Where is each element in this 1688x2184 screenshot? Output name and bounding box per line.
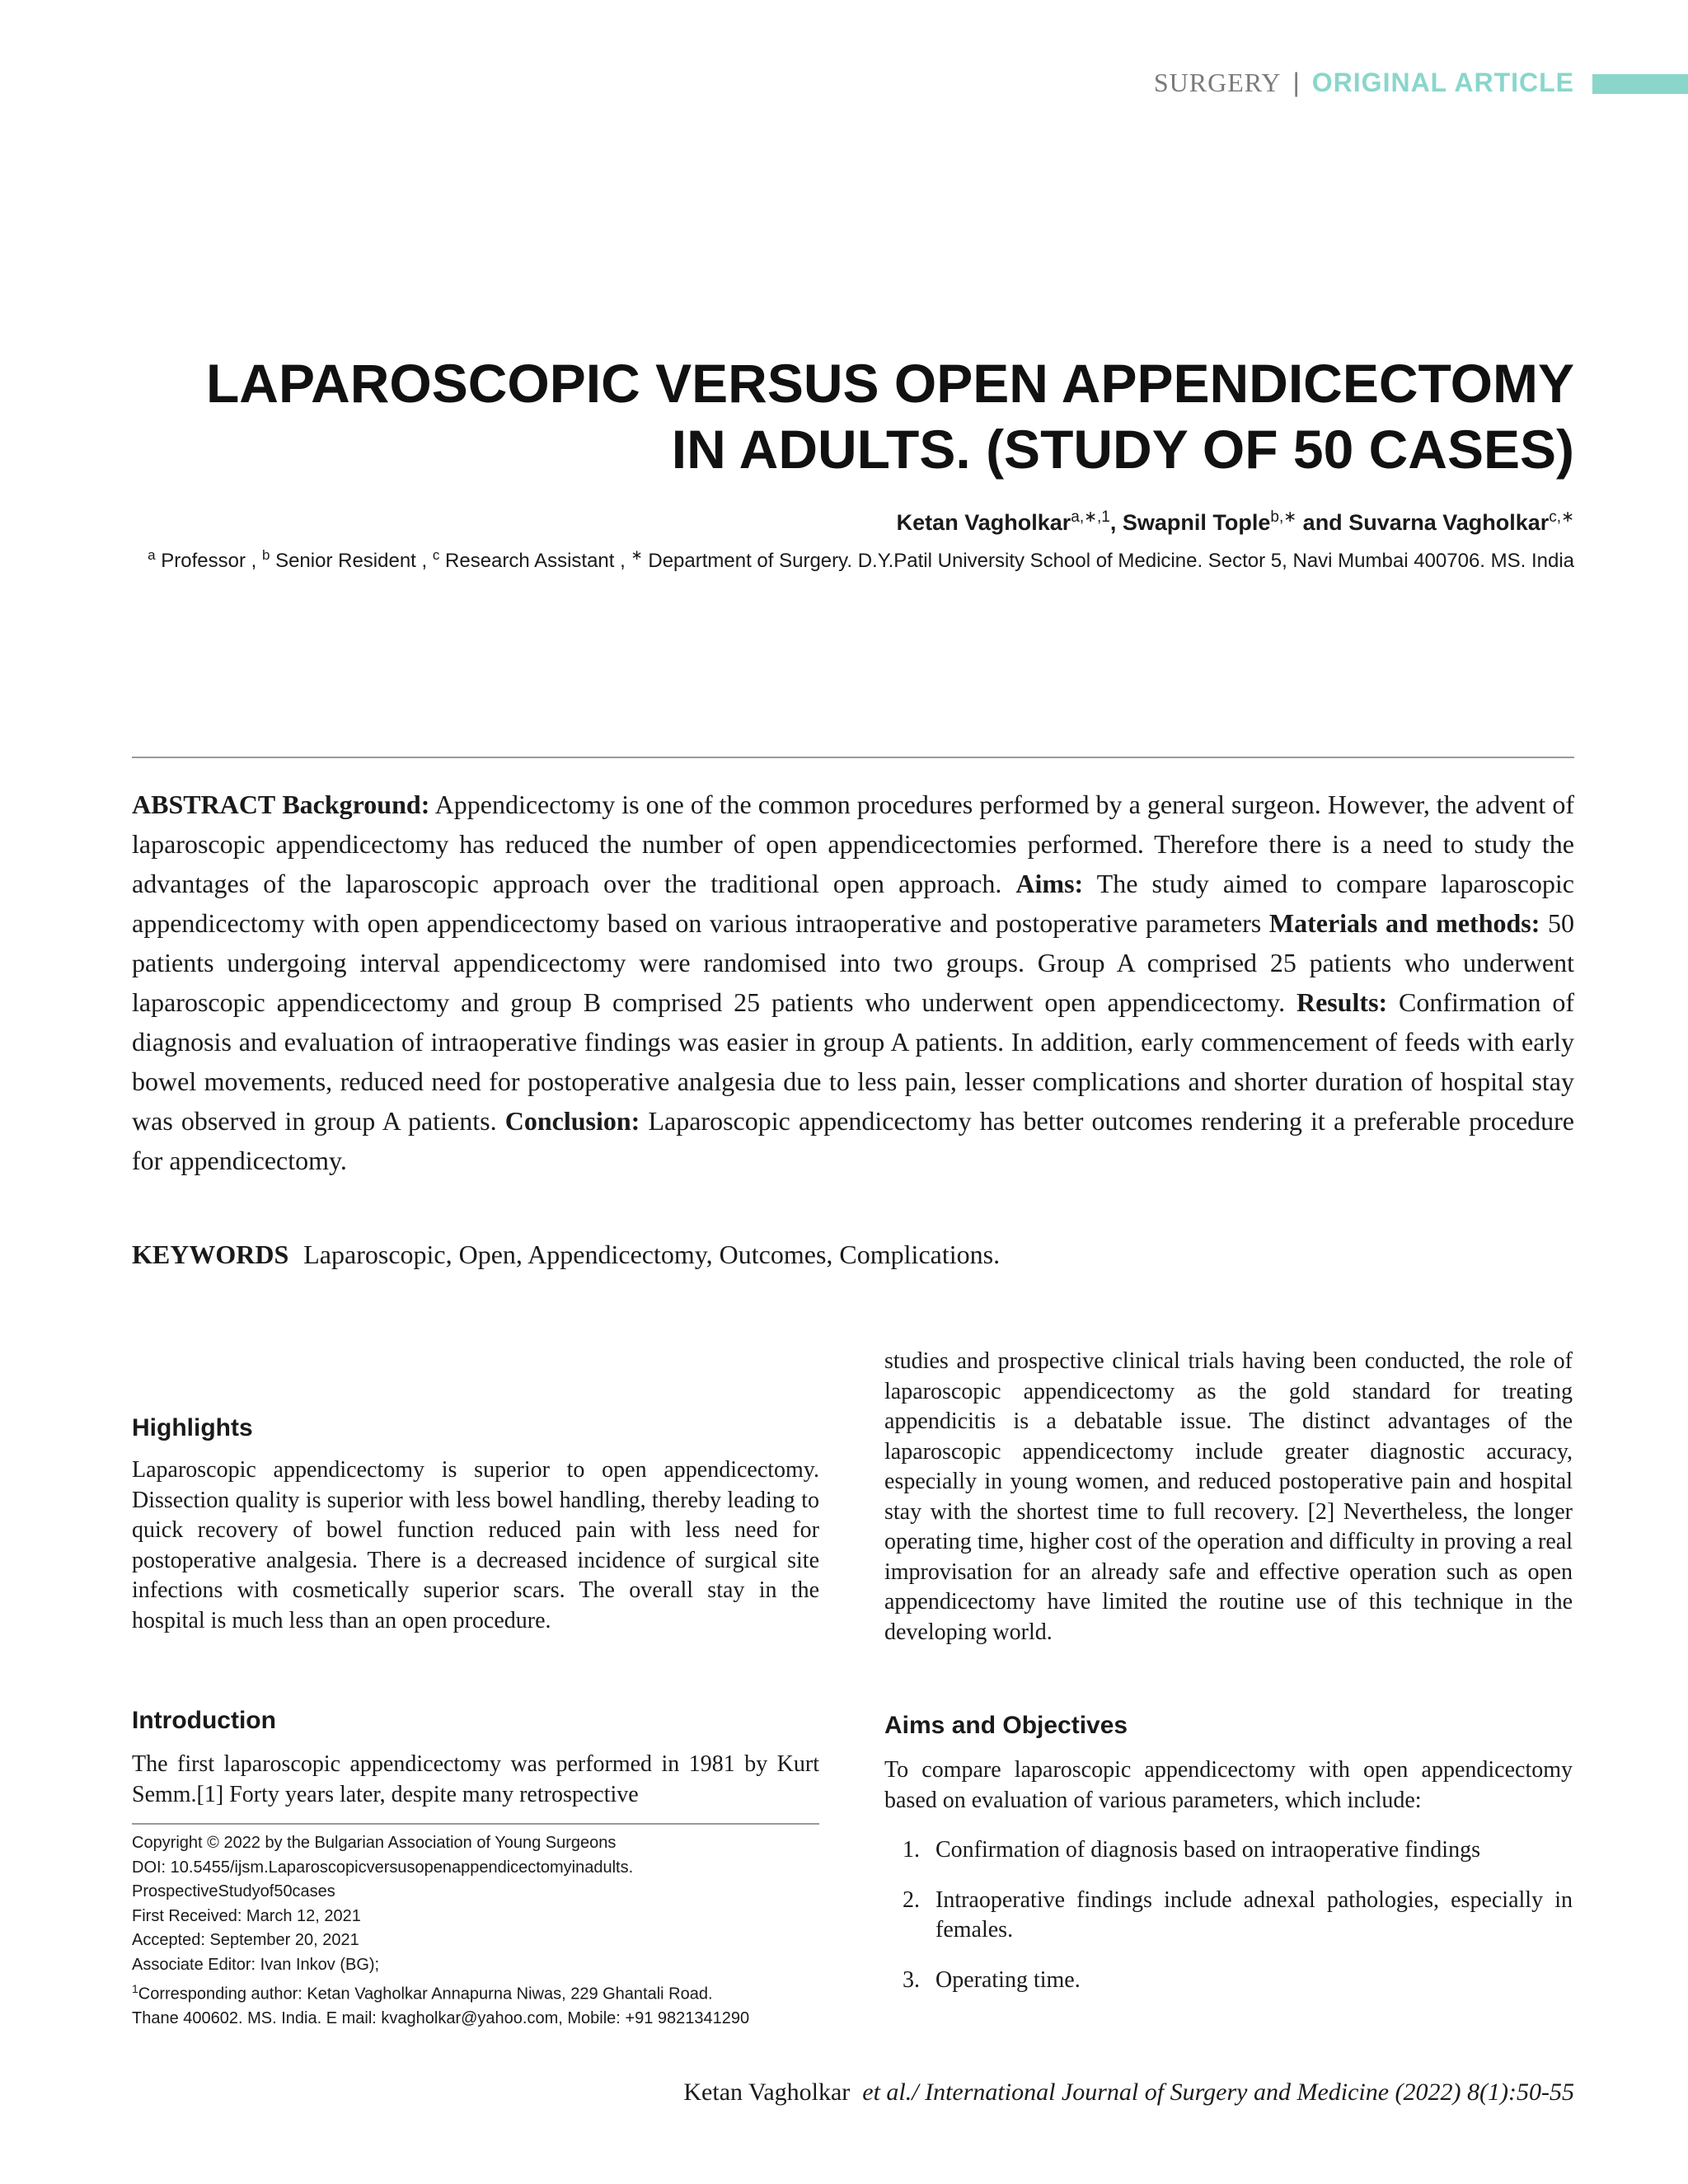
introduction-body-left	[132, 1750, 819, 1810]
footnote-divider	[132, 1823, 819, 1825]
doi-line-cont: ProspectiveStudyof50cases	[132, 1882, 335, 1900]
author-sep: ,	[1109, 510, 1123, 535]
corr-mark: 1	[132, 1982, 138, 1995]
abstract-divider	[132, 757, 1574, 758]
introduction-body-right	[884, 1347, 1573, 1647]
corr-line: Corresponding author: Ketan Vagholkar Annapurna Niwas, 229 Ghantali Road.	[138, 1985, 713, 2004]
doi-line: DOI: 10.5455/ijsm.Laparoscopicversusopenappendicectomyinadults.	[132, 1858, 634, 1877]
aims-body	[884, 1755, 1573, 2015]
affil-text: Research Assistant ,	[439, 550, 631, 572]
abstract-methods: 50 patients undergoing interval appendicectomy were randomised into two groups. Group A comprised 25 patients who underwent laparoscopic appendicectomy and group B comprised 25 patients who underwent open appendicectomy.	[132, 908, 1575, 1017]
list-number: 2.	[903, 1886, 920, 1913]
abstract	[132, 785, 1574, 1180]
affiliations	[132, 541, 1574, 575]
author-name: Swapnil Tople	[1122, 510, 1271, 535]
section-label: SURGERY	[1153, 68, 1282, 97]
keywords-label: KEYWORDS	[132, 1240, 289, 1269]
list-number: 1.	[903, 1837, 920, 1863]
author-sup: c,∗	[1549, 509, 1574, 526]
highlights-text: Laparoscopic appendicectomy is superior to open appendicectomy. Dissection quality is superior with less bowel handling, thereby leading to quick recovery of bowel function reduced pain with less need for postoperative analgesia. There is a decreased incidence of surgical site infections with cosmetically superior scars. The overall stay in the hospital is much less than an open procedure.	[132, 1457, 819, 1633]
objectives-list	[884, 1835, 1573, 1995]
abstract-aims: The study aimed to compare laparoscopic appendicectomy with open appendicectomy based on various intraoperative and postoperative parameters	[132, 869, 1575, 938]
list-text: Intraoperative findings include adnexal pathologies, especially in females.	[935, 1886, 1573, 1943]
affil-text: Professor ,	[155, 550, 262, 572]
keywords-text: Laparoscopic, Open, Appendicectomy, Outcomes, Complications.	[303, 1240, 1001, 1269]
abstract-background-label: Background:	[282, 790, 430, 819]
list-item	[884, 1966, 1573, 1996]
associate-editor: Associate Editor: Ivan Inkov (BG);	[132, 1955, 380, 1974]
accepted-date: Accepted: September 20, 2021	[132, 1931, 359, 1949]
introduction-text-right: studies and prospective clinical trials having been conducted, the role of laparoscopic appendicectomy as the gold standard for treating appendicitis is a debatable issue. The distinct advantages of the laparoscopic appendicectomy include greater diagnostic accuracy, especially in young women, and reduced postoperative pain and hospital stay with the shortest time to full recovery. [2] Nevertheless, the longer operating time, higher cost of the operation and difficulty in proving a real improvisation for an already safe and effective operation such as open appendicectomy have limited the routine use of this technique in the developing world.	[884, 1348, 1573, 1645]
running-header	[1154, 68, 1574, 98]
introduction-text-left: The first laparoscopic appendicectomy was performed in 1981 by Kurt Semm.[1] Forty years later, despite many retrospective	[132, 1751, 819, 1807]
list-item	[884, 1886, 1573, 1946]
affil-mark: c	[432, 547, 440, 563]
abstract-results: Confirmation of diagnosis and evaluation of intraoperative findings was easier in group A patients. In addition, early commencement of feeds with early bowel movements, reduced need for postoperative analgesia due to less pain, lesser complications and shorter duration of hospital stay was observed in group A patients.	[132, 987, 1575, 1136]
author-name: Ketan Vagholkar	[896, 510, 1071, 535]
author-sup: b,∗	[1270, 509, 1297, 526]
highlights-heading: Highlights	[132, 1414, 253, 1441]
corresponding-author	[132, 1977, 819, 2007]
footnotes	[132, 1831, 819, 2032]
highlights-body	[132, 1455, 819, 1636]
copyright-line: Copyright © 2022 by the Bulgarian Association of Young Surgeons	[132, 1834, 617, 1852]
abstract-methods-label: Materials and methods:	[1268, 908, 1540, 938]
abstract-aims-label: Aims:	[1015, 869, 1084, 898]
title-line-2: IN ADULTS. (STUDY OF 50 CASES)	[671, 419, 1574, 480]
article-title	[132, 350, 1574, 482]
abstract-conclusion-label: Conclusion:	[504, 1106, 640, 1136]
aims-intro: To compare laparoscopic appendicectomy with open appendicectomy based on evaluation of various parameters, which include:	[884, 1757, 1573, 1813]
received-date: First Received: March 12, 2021	[132, 1906, 361, 1925]
article-type-label: ORIGINAL ARTICLE	[1311, 68, 1574, 97]
author-name: Suvarna Vagholkar	[1348, 510, 1550, 535]
author-list	[897, 508, 1574, 536]
abstract-results-label: Results:	[1296, 987, 1388, 1017]
author-sup: a,∗,1	[1071, 509, 1110, 526]
footer-author: Ketan Vagholkar	[683, 2079, 851, 2106]
header-separator: |	[1292, 68, 1301, 97]
list-number: 3.	[903, 1966, 920, 1993]
author-sep: and	[1296, 510, 1349, 535]
introduction-heading: Introduction	[132, 1707, 276, 1734]
list-item	[884, 1835, 1573, 1866]
list-text: Operating time.	[935, 1966, 1081, 1993]
affil-text: Senior Resident ,	[270, 550, 433, 572]
list-text: Confirmation of diagnosis based on intraoperative findings	[935, 1837, 1480, 1863]
corr-line-cont: Thane 400602. MS. India. E mail: kvagholkar@yahoo.com, Mobile: +91 9821341290	[132, 2009, 750, 2028]
header-accent-bar	[1592, 74, 1688, 94]
aims-heading: Aims and Objectives	[884, 1712, 1128, 1739]
affil-mark: b	[261, 547, 270, 563]
affil-mark: ∗	[631, 547, 643, 563]
title-line-1: LAPAROSCOPIC VERSUS OPEN APPENDICECTOMY	[205, 353, 1574, 414]
affil-mark: a	[148, 547, 156, 563]
affil-text: Department of Surgery. D.Y.Patil University School of Medicine. Sector 5, Navi Mumbai 400706. MS. India	[642, 550, 1574, 572]
page-footer	[683, 2079, 1574, 2107]
abstract-conclusion: Laparoscopic appendicectomy has better outcomes rendering it a preferable procedure for appendicectomy.	[132, 1106, 1575, 1175]
abstract-background: Appendicectomy is one of the common procedures performed by a general surgeon. However, the advent of laparoscopic appendicectomy has reduced the number of open appendicectomies performed. Therefore there is a need to study the advantages of the laparoscopic approach over the traditional open approach.	[132, 790, 1575, 898]
footer-citation: et al./ International Journal of Surgery and Medicine (2022) 8(1):50-55	[862, 2079, 1574, 2106]
keywords	[132, 1240, 1000, 1270]
abstract-label: ABSTRACT	[132, 790, 276, 819]
